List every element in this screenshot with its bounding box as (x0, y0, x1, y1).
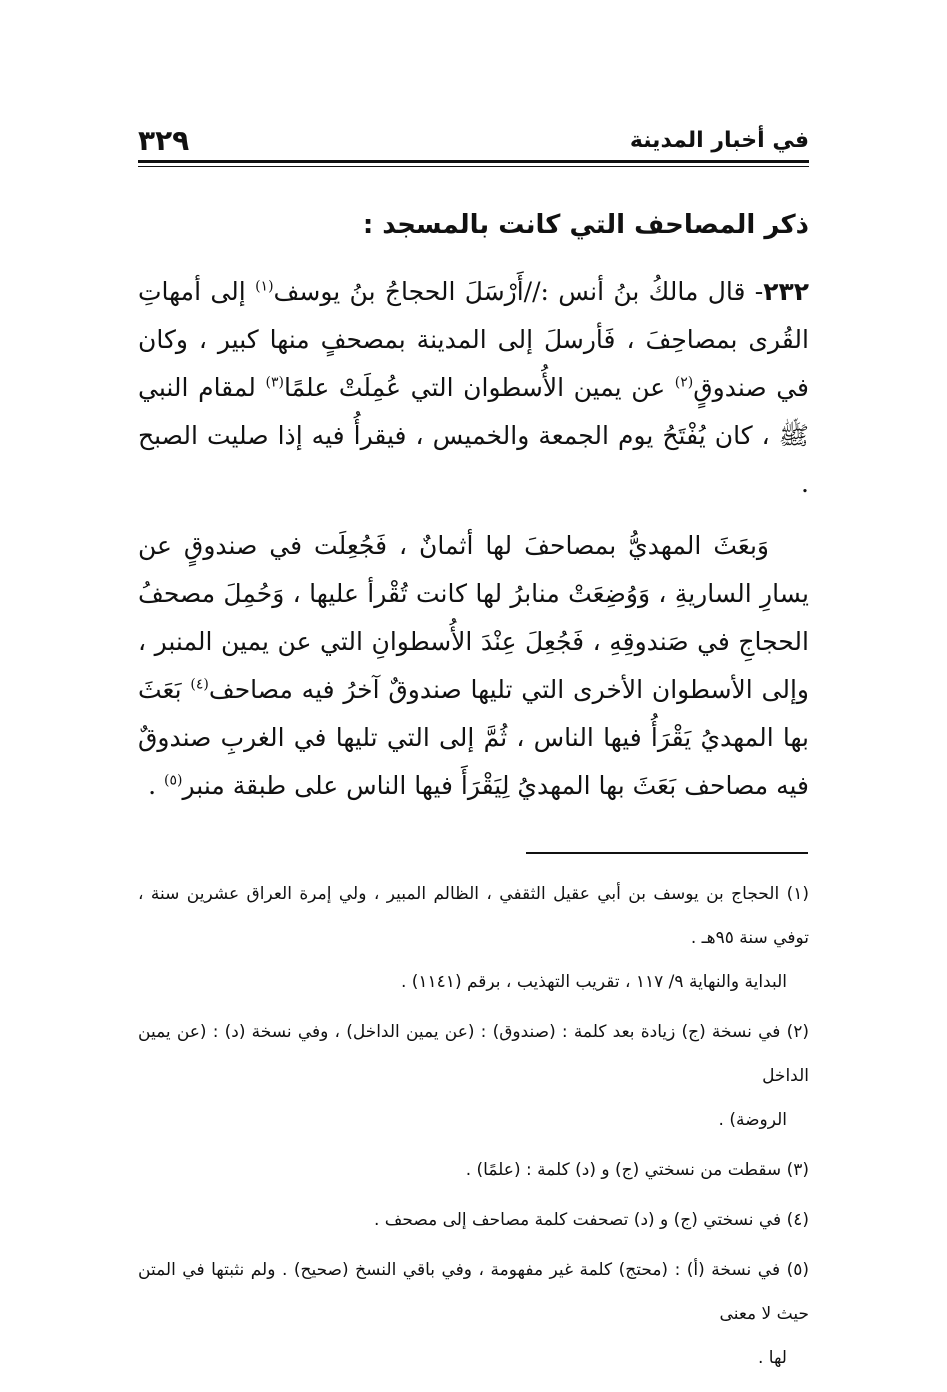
paragraph-text: إلى أمهاتِ القُرى بمصاحِفَ ، فَأرسلَ إلى المدينة بمصحفٍ منها كبير ، وكان في صندوقٍ (138, 277, 809, 402)
footnote-marker-2[interactable]: (٢) (674, 374, 694, 391)
footnote-line: لها . (757, 1348, 787, 1368)
header-rule-thick (138, 160, 809, 163)
footnote-line: (١) الحجاج بن يوسف بن أبي عقيل الثقفي ، الظالم المبير ، ولي إمرة العراق عشرين سنة ، توفي سنة ٩٥هـ . (138, 884, 809, 948)
paragraph-text: لمقام النبي ﷺ ، كان يُفْتَحُ يوم الجمعة والخميس ، فيقرأُ فيه إذا صليت الصبح . (138, 373, 809, 498)
footnote-marker-4[interactable]: (٤) (190, 676, 209, 693)
footnote-marker-5[interactable]: (٥) (164, 772, 183, 789)
paragraph-text: وَبعَثَ المهديُّ بمصاحفَ لها أثمانٌ ، فَجُعِلَت في صندوقٍ عن يسارِ الساريةِ ، وَوُضِعَتْ منابرُ لها كانت تُقْرأ عليها ، وَحُمِلَ مصحفُ الحجاجِ في صَندوقِهِ ، فَجُعِلَ عِنْدَ الأُسطوانِ التي عن يمين المنبر ، وإلى الأسطوان الأخرى التي تليها صندوقٌ آخرُ فيه مصاحف (138, 531, 809, 704)
footnotes (138, 872, 809, 1386)
main-text (138, 200, 809, 810)
paragraph-number: ٢٣٢ (763, 277, 809, 306)
footnote-line: (٢) في نسخة (ج) زيادة بعد كلمة : (صندوق) : (عن يمين الداخل) ، وفي نسخة (د) : (عن يمين الداخل (138, 1022, 809, 1086)
paragraph-text: - قال مالكُ بنُ أنس ://أَرْسَلَ الحجاجُ بنُ يوسف (273, 277, 764, 306)
footnote-line: (٣) سقطت من نسختي (ج) و (د) كلمة : (علمًا) . (465, 1160, 809, 1180)
paragraph-mahdi (138, 522, 809, 810)
footnote-marker-1[interactable]: (١) (255, 278, 274, 295)
page-header (138, 126, 809, 160)
paragraph-232 (138, 268, 809, 508)
section-heading: ذكر المصاحف التي كانت بالمسجد : (362, 210, 809, 240)
paragraph-text: عن يمين الأُسطوان التي عُمِلَتْ علمًا (283, 373, 675, 402)
footnote-line: (٥) في نسخة (أ) : (محتج) كلمة غير مفهومة ، وفي باقي النسخ (صحيح) . ولم نثبتها في المتن حيث لا معنى (138, 1260, 809, 1324)
footnote-3 (138, 1148, 809, 1192)
header-rule-thin (138, 166, 809, 167)
footnote-2 (138, 1010, 809, 1142)
footnote-line: الروضة) . (718, 1110, 787, 1130)
footnote-1 (138, 872, 809, 1004)
footnote-marker-3[interactable]: (٣) (265, 374, 284, 391)
paragraph-text: بَعَثَ بها المهديُ يَقْرَأُ فيها الناس ، ثُمَّ إلى التي تليها في الغربِ صندوقٌ فيه مصاحف بَعَثَ بها المهديُ لِيَقْرَأَ فيها الناس على طبقة منبر (138, 675, 809, 800)
paragraph-text: . (148, 771, 165, 800)
page-number: ٣٢٩ (138, 124, 190, 157)
footnote-separator (526, 852, 808, 854)
footnote-line: البداية والنهاية ٩/ ١١٧ ، تقريب التهذيب ، برقم (١١٤١) . (400, 972, 787, 992)
running-title: في أخبار المدينة (629, 128, 809, 153)
footnote-5 (138, 1248, 809, 1380)
footnote-4 (138, 1198, 809, 1242)
footnote-line: (٤) في نسختي (ج) و (د) تصحفت كلمة مصاحف إلى مصحف . (373, 1210, 809, 1230)
